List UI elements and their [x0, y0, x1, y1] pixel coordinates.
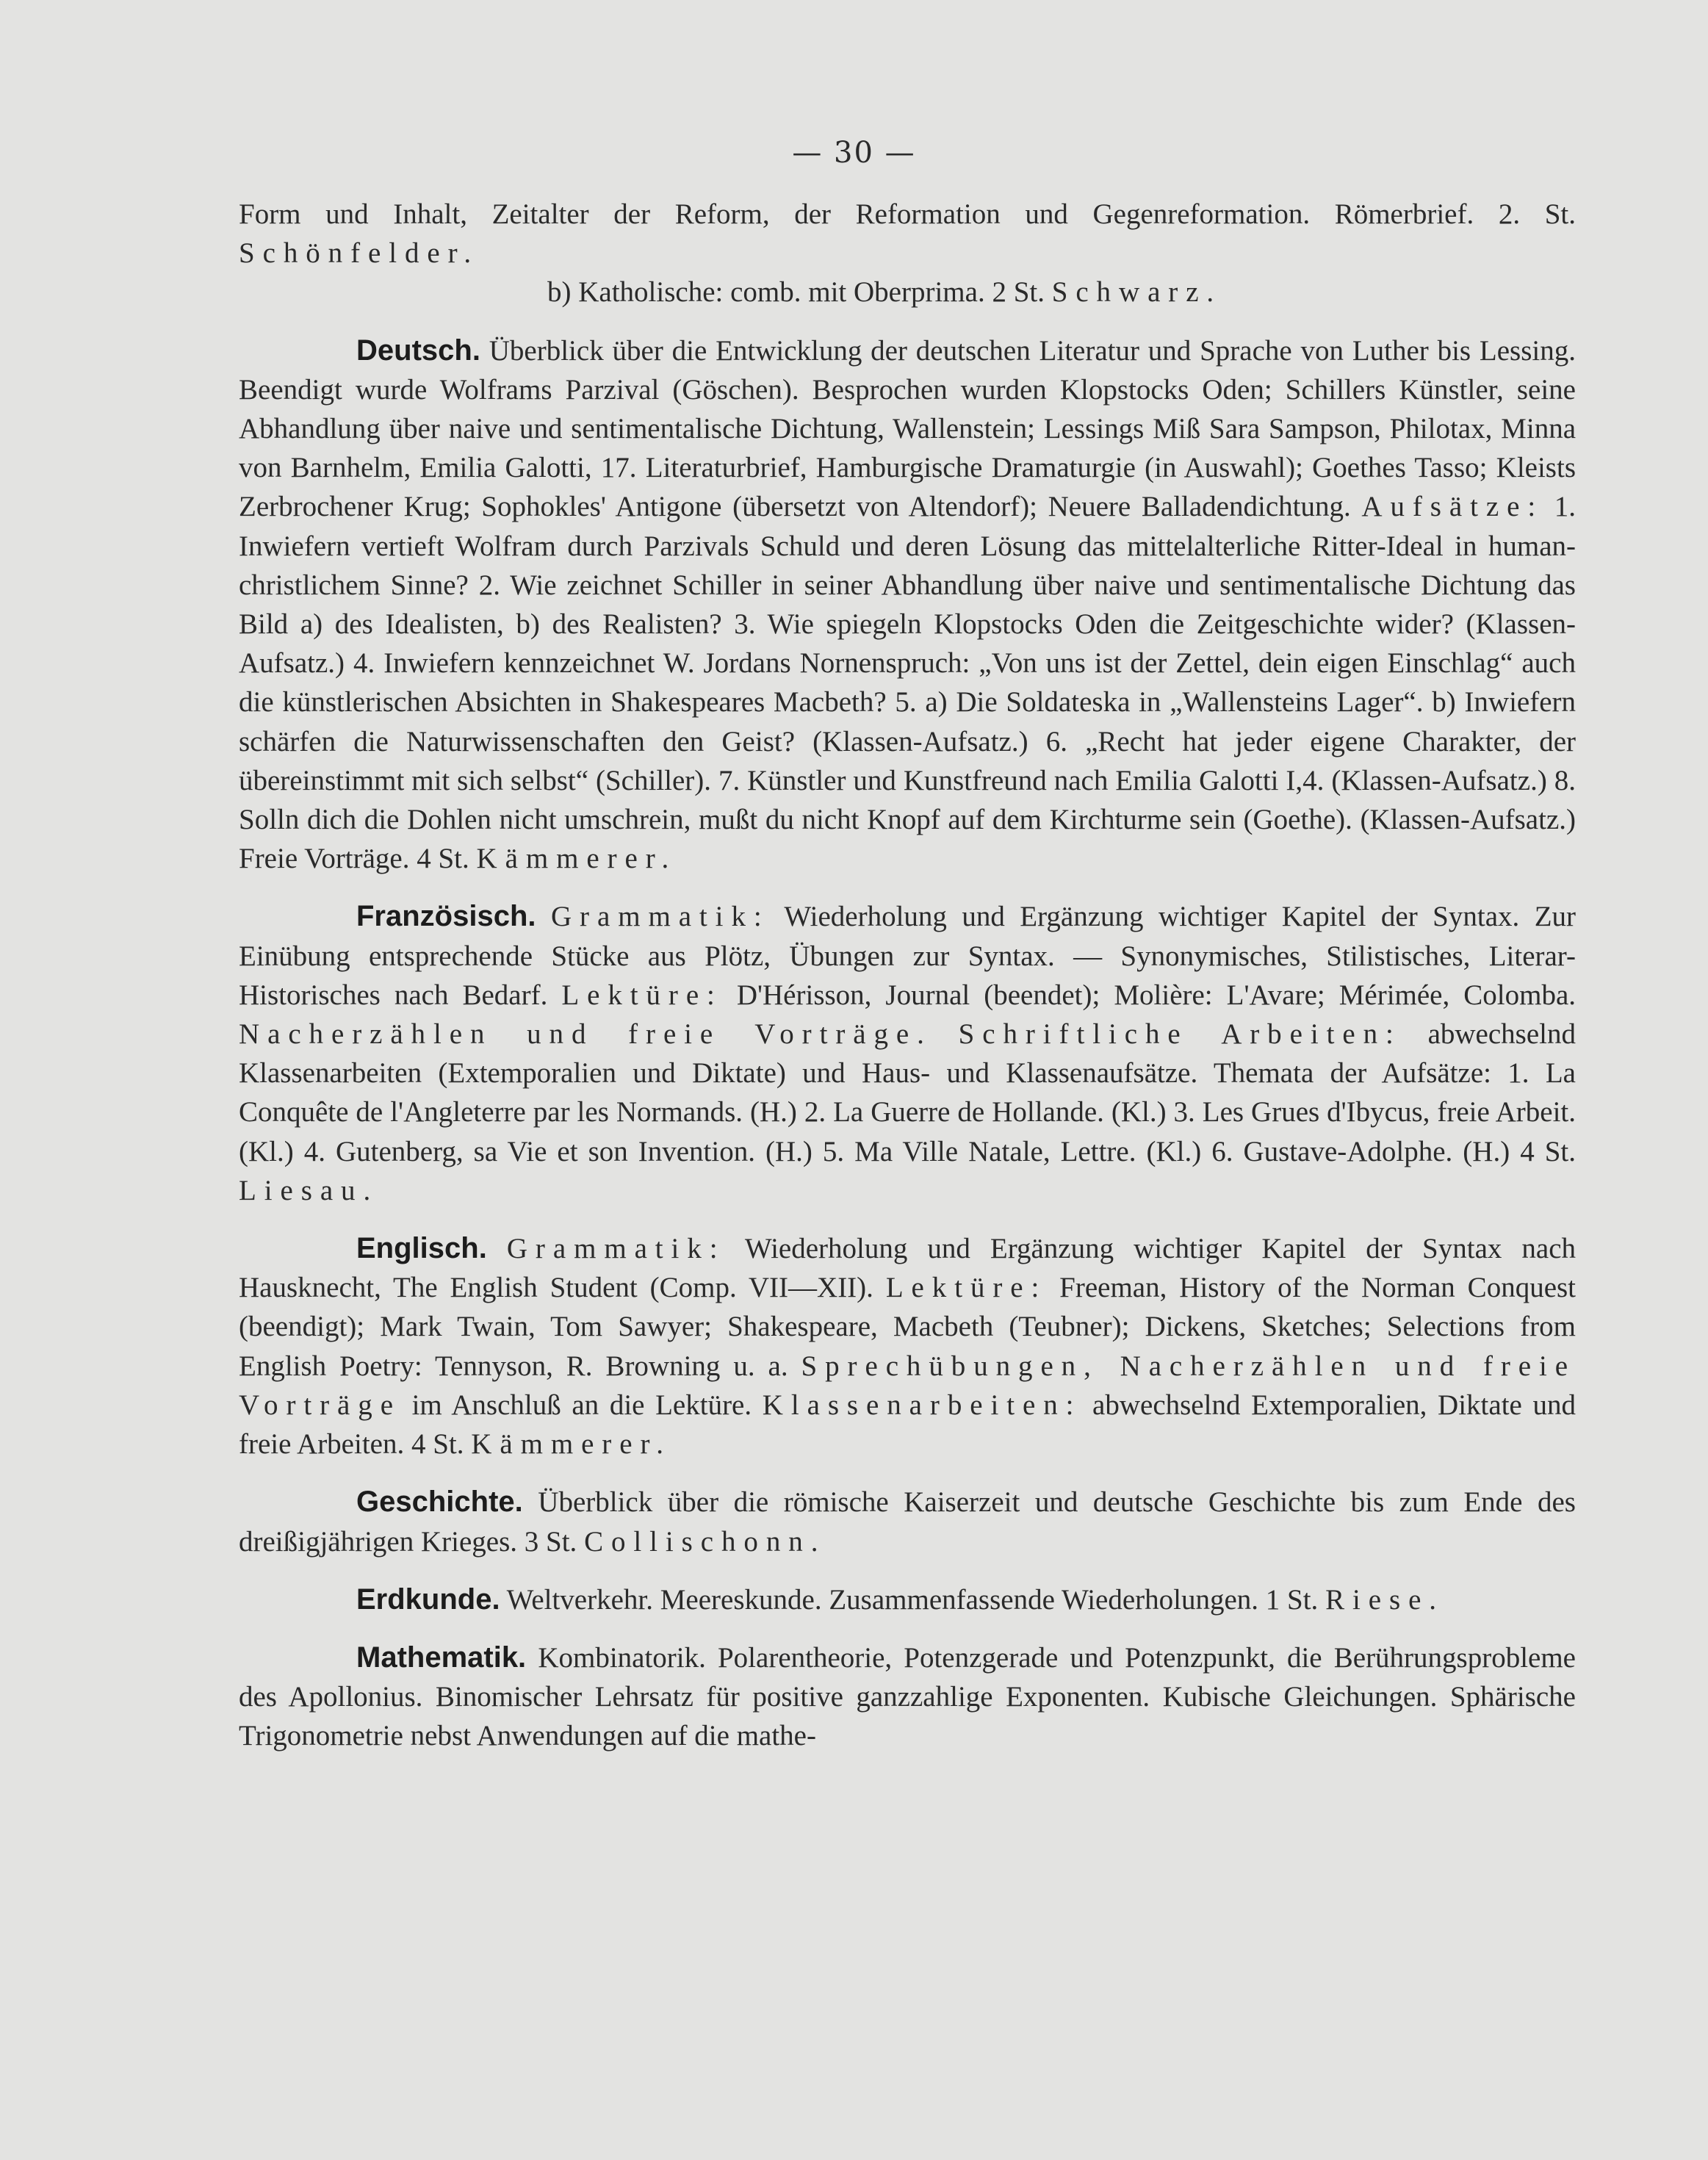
englisch-text4: abwechselnd Extemporalien, Diktate und freie Arbeiten. 4 St. [239, 1389, 1576, 1461]
erdkunde-text: Weltverkehr. Meereskunde. Zusammenfassende Wiederholungen. 1 St. [506, 1583, 1319, 1616]
deutsch-heading: Deutsch. [356, 334, 480, 367]
catholic-text: comb. mit Oberprima. 2 St. [730, 276, 1045, 309]
englisch-heading: Englisch. [356, 1232, 487, 1265]
franzoesisch-nacherzaehlen-label: Nacherzählen und freie Vorträge. [239, 1018, 932, 1051]
franzoesisch-teacher: Liesau. [239, 1174, 379, 1206]
franzoesisch-text1: Wiederholung und Ergänzung wichtiger Kapitel der Syntax. Zur Einübung entsprechende Stücke aus Plötz, Übungen zur Syntax. — Synonymisches, Stilistisches, Literar-Historisches nach Bedarf. [239, 901, 1577, 1011]
geschichte-heading: Geschichte. [356, 1486, 523, 1519]
deutsch-aufsaetze-label: Aufsätze: [1361, 491, 1544, 523]
geschichte-text: Überblick über die römische Kaiserzeit und deutsche Geschichte bis zum Ende des dreißigjährigen Krieges. 3 St. [239, 1486, 1576, 1558]
englisch-sprech-label: Sprechübungen, Nacherzählen und freie Vorträge [239, 1350, 1576, 1421]
geschichte-section [239, 1483, 1576, 1560]
englisch-teacher: Kämmerer. [471, 1428, 671, 1461]
franzoesisch-text3: abwechselnd Klassenarbeiten (Extemporalien und Diktate) und Haus- und Klassenaufsätze. Themata der Aufsätze: 1. La Conquête de l'Angleterre par les Normands. (H.) 2. La Guerre de Hollande. (Kl.) 3. Les Grues d'Ibycus, freie Arbeit. (Kl.) 4. Gutenberg, sa Vie et son Invention. (H.) 5. Ma Ville Natale, Lettre. (Kl.) 6. Gustave-Adolphe. (H.) 4 St. [239, 1018, 1576, 1167]
englisch-lektuere-label: Lektüre: [885, 1272, 1048, 1304]
englisch-text2: Freeman, History of the Norman Conquest (beendigt); Mark Twain, Tom Sawyer; Shakespeare, Macbeth (Teubner); Dickens, Sketches; Selections from English Poetry: Tennyson, R. Browning u. a. [239, 1272, 1577, 1382]
englisch-grammatik-label: Grammatik: [506, 1233, 726, 1265]
catholic-label: b) Katholische: [547, 276, 724, 309]
erdkunde-teacher: Riese. [1325, 1583, 1444, 1616]
englisch-klassen-label: Klassenarbeiten: [762, 1389, 1082, 1421]
catholic-teacher: Schwarz. [1051, 276, 1222, 309]
englisch-text1: Wiederholung und Ergänzung wichtiger Kapitel der Syntax nach Hausknecht, The English Student (Comp. VII—XII). [239, 1233, 1577, 1304]
deutsch-text1: Überblick über die Entwicklung der deutschen Literatur und Sprache von Luther bis Lessing. Beendigt wurde Wolframs Parzival (Göschen). Besprochen wurden Klopstocks Oden; Schillers Künstler, seine Abhandlung über naive und sentimentalische Dichtung, Wallenstein; Lessings Miß Sara Sampson, Philotax, Minna von Barnhelm, Emilia Galotti, 17. Literaturbrief, Hamburgische Dramaturgie (in Auswahl); Goethes Tasso; Kleists Zerbrochener Krug; Sophokles' Antigone (übersetzt von Altendorf); Neuere Balladendichtung. [239, 334, 1576, 523]
page-number: — 30 — [792, 136, 916, 170]
religion-evangelical-paragraph [239, 195, 1576, 273]
religion-text: Form und Inhalt, Zeitalter der Reform, der Reformation und Gegenreformation. Römerbrief. 2. St. [239, 198, 1576, 230]
mathematik-heading: Mathematik. [356, 1641, 527, 1674]
page-body [239, 195, 1576, 1756]
erdkunde-section [239, 1580, 1576, 1619]
franzoesisch-schriftliche-label: Schriftliche Arbeiten: [958, 1018, 1402, 1051]
franzoesisch-grammatik-label: Grammatik: [550, 901, 770, 933]
deutsch-teacher: Kämmerer. [476, 843, 677, 875]
franzoesisch-section [239, 897, 1576, 1210]
erdkunde-heading: Erdkunde. [356, 1583, 500, 1616]
englisch-section [239, 1229, 1576, 1464]
geschichte-teacher: Collischonn. [584, 1525, 826, 1558]
deutsch-section [239, 331, 1576, 879]
franzoesisch-text2: D'Hérisson, Journal (beendet); Molière: L'Avare; Mérimée, Colomba. [736, 979, 1577, 1011]
religion-catholic-paragraph [239, 273, 1576, 312]
mathematik-section [239, 1638, 1576, 1756]
franzoesisch-heading: Französisch. [356, 900, 536, 933]
religion-teacher: Schönfelder. [239, 237, 480, 270]
franzoesisch-lektuere-label: Lektüre: [561, 979, 723, 1011]
englisch-text3: im Anschluß an die Lektüre. [411, 1389, 752, 1421]
mathematik-text: Kombinatorik. Polarentheorie, Potenzgerade und Potenzpunkt, die Berührungsprobleme des Apollonius. Binomischer Lehrsatz für positive ganzzahlige Exponenten. Kubische Gleichungen. Sphärische Trigonometrie nebst Anwendungen auf die mathe- [239, 1641, 1576, 1752]
deutsch-text2: 1. Inwiefern vertieft Wolfram durch Parzivals Schuld und deren Lösung das mittelalterliche Ritter-Ideal in human-christlichem Sinne? 2. Wie zeichnet Schiller in seiner Abhandlung über naive und sentimentalische Dichtung das Bild a) des Idealisten, b) des Realisten? 3. Wie spiegeln Klopstocks Oden die Zeitgeschichte wider? (Klassen-Aufsatz.) 4. Inwiefern kennzeichnet W. Jordans Nornenspruch: „Von uns ist der Zettel, dein eigen Einschlag“ auch die künstlerischen Absichten in Shakespeares Macbeth? 5. a) Die Soldateska in „Wallensteins Lager“. b) Inwiefern schärfen die Naturwissenschaften den Geist? (Klassen-Aufsatz.) 6. „Recht hat jeder eigene Charakter, der übereinstimmt mit sich selbst“ (Schiller). 7. Künstler und Kunstfreund nach Emilia Galotti I,4. (Klassen-Aufsatz.) 8. Solln dich die Dohlen nicht umschrein, mußt du nicht Knopf auf dem Kirchturme sein (Goethe). (Klassen-Aufsatz.) Freie Vorträge. 4 St. [239, 491, 1576, 875]
